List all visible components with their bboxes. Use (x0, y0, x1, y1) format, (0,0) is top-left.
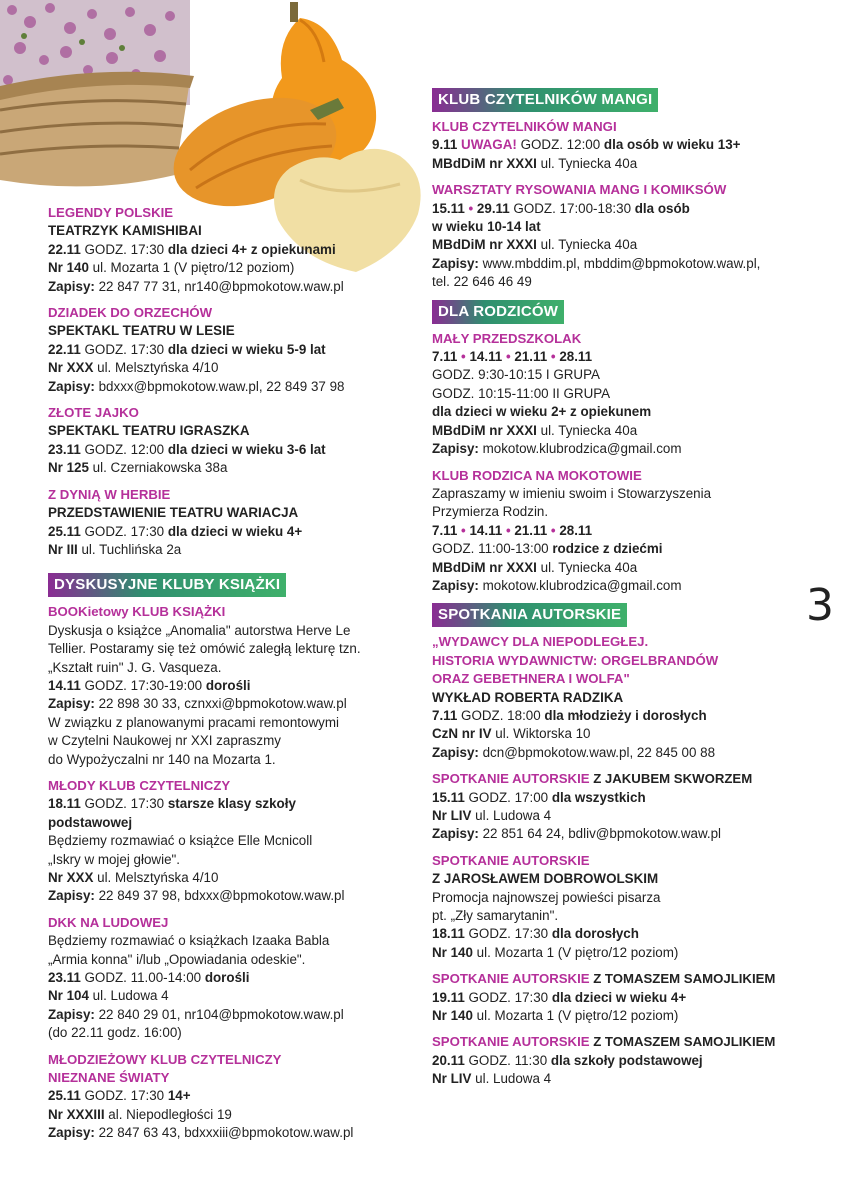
event-location: Nr 104 ul. Ludowa 4 (48, 988, 169, 1004)
event-location: Nr 140 ul. Mozarta 1 (V piętro/12 poziom) (48, 260, 295, 276)
event-signup: Zapisy: 22 851 64 24, bdliv@bpmokotow.waw.pl (432, 826, 722, 842)
event-signup: Zapisy: dcn@bpmokotow.waw.pl, 22 845 00 88 (432, 744, 716, 760)
event-dkk-na-ludowej (48, 914, 418, 1043)
event-location: Nr 140 ul. Mozarta 1 (V piętro/12 poziom) (432, 1008, 679, 1024)
event-warsztaty-mang (432, 181, 812, 291)
event-date-line: 25.11 GODZ. 17:30 dla dzieci w wieku 4+ (48, 523, 303, 539)
event-signup: Zapisy: bdxxx@bpmokotow.waw.pl, 22 849 37 98 (48, 378, 345, 394)
event-location: Nr LIV ul. Ludowa 4 (432, 808, 552, 823)
event-title: LEGENDY POLSKIE (48, 205, 174, 220)
event-signup: Zapisy: 22 847 63 43, bdxxxiii@bpmokotow.waw.pl (48, 1125, 354, 1141)
event-dobrowolski (432, 852, 812, 962)
event-date-line: 25.11 GODZ. 17:30 14+ (48, 1088, 191, 1104)
event-location: Nr 125 ul. Czerniakowska 38a (48, 460, 228, 476)
event-description: „Kształt ruin" J. G. Vasqueza. (48, 659, 222, 675)
event-title: MŁODY KLUB CZYTELNICZY (48, 777, 231, 793)
event-time: GODZ. 10:15-11:00 II GRUPA (432, 385, 611, 401)
event-description: „Armia konna" i/lub „Opowiadania odeskie". (48, 951, 306, 967)
event-date-line: 15.11 GODZ. 17:00 dla wszystkich (432, 789, 646, 805)
event-title: SPOTKANIE AUTORSKIE Z JAKUBEM SKWORZEM (432, 771, 753, 787)
page-number: 3 (806, 580, 834, 631)
event-date-line: 22.11 GODZ. 17:30 dla dzieci w wieku 5-9 lat (48, 341, 326, 357)
event-samojlik-1 (432, 970, 812, 1025)
section-header-manga: KLUB CZYTELNIKÓW MANGI (432, 88, 658, 112)
event-subtitle: SPEKTAKL TEATRU IGRASZKA (48, 423, 250, 439)
event-title: DZIADEK DO ORZECHÓW (48, 305, 213, 321)
event-title: DKK NA LUDOWEJ (48, 914, 169, 930)
event-location: Nr XXX ul. Melsztyńska 4/10 (48, 360, 219, 376)
event-location: MBdDiM nr XXXI ul. Tyniecka 40a (432, 559, 638, 575)
event-title: BOOKietowy KLUB KSIĄŻKI (48, 604, 226, 620)
event-bookietowy-klub (48, 603, 418, 769)
event-date-line: 22.11 GODZ. 17:30 dla dzieci 4+ z opiekunami (48, 241, 336, 257)
event-signup: Zapisy: www.mbddim.pl, mbddim@bpmokotow.waw.pl, (432, 255, 761, 271)
event-date-line: 7.11 GODZ. 18:00 dla młodzieży i dorosłych (432, 707, 707, 723)
event-signup: Zapisy: 22 847 77 31, nr140@bpmokotow.waw.pl (48, 278, 344, 294)
event-mlodziezowy-klub (48, 1051, 418, 1143)
event-date-line: 20.11 GODZ. 11:30 dla szkoły podstawowej (432, 1052, 703, 1068)
event-note: do Wypożyczalni nr 140 na Mozarta 1. (48, 751, 276, 767)
event-signup: Zapisy: 22 898 30 33, cznxxi@bpmokotow.waw.pl (48, 696, 347, 712)
event-note: W związku z planowanymi pracami remontowymi (48, 714, 339, 730)
event-wydawcy (432, 633, 812, 762)
event-subtitle: PRZEDSTAWIENIE TEATRU WARIACJA (48, 505, 299, 521)
event-note: (do 22.11 godz. 16:00) (48, 1025, 182, 1041)
event-title: HISTORIA WYDAWNICTW: ORGELBRANDÓW (432, 652, 719, 668)
right-column (432, 88, 812, 1097)
event-description: Tellier. Postaramy się też omówić zaległą lekturę tzn. (48, 641, 361, 657)
event-location: MBdDiM nr XXXI ul. Tyniecka 40a (432, 155, 638, 171)
event-zlote-jajko (48, 404, 418, 478)
event-z-dynia-w-herbie (48, 486, 418, 560)
event-description: Dyskusja o książce „Anomalia" autorstwa Herve Le (48, 622, 351, 638)
event-maly-przedszkolak (432, 330, 812, 459)
event-location: Nr III ul. Tuchlińska 2a (48, 541, 182, 557)
event-date-line: GODZ. 11:00-13:00 rodzice z dziećmi (432, 541, 663, 557)
event-date-line: 18.11 GODZ. 17:30 starsze klasy szkoły (48, 796, 296, 812)
event-audience: dla dzieci w wieku 2+ z opiekunem (432, 404, 652, 420)
event-date-line: 23.11 GODZ. 11.00-14:00 dorośli (48, 970, 250, 986)
event-description: Przymierza Rodzin. (432, 504, 549, 520)
event-description: pt. „Zły samarytanin". (432, 908, 559, 924)
event-date-line: 19.11 GODZ. 17:30 dla dzieci w wieku 4+ (432, 989, 687, 1005)
event-signup: Zapisy: 22 840 29 01, nr104@bpmokotow.waw.pl (48, 1006, 344, 1022)
event-title: SPOTKANIE AUTORSKIE (432, 852, 590, 868)
event-signup: Zapisy: mokotow.klubrodzica@gmail.com (432, 577, 682, 593)
event-title: NIEZNANE ŚWIATY (48, 1070, 170, 1086)
event-subtitle: SPEKTAKL TEATRU W LESIE (48, 323, 235, 339)
event-location: MBdDiM nr XXXI ul. Tyniecka 40a (432, 237, 638, 253)
event-title: KLUB CZYTELNIKÓW MANGI (432, 119, 617, 134)
event-description: Będziemy rozmawiać o książce Elle Mcnicoll (48, 833, 313, 849)
event-title: MAŁY PRZEDSZKOLAK (432, 330, 582, 346)
wicker-basket (0, 72, 194, 187)
event-mlody-klub (48, 777, 418, 906)
event-signup: Zapisy: 22 849 37 98, bdxxx@bpmokotow.waw.pl (48, 888, 345, 904)
event-location: Nr LIV ul. Ludowa 4 (432, 1071, 552, 1087)
event-title: SPOTKANIE AUTORSKIE Z TOMASZEM SAMOJLIKIEM (432, 971, 776, 987)
event-klub-mangi (432, 118, 812, 173)
event-description: Zapraszamy w imieniu swoim i Stowarzyszenia (432, 485, 712, 501)
event-description: Będziemy rozmawiać o książkach Izaaka Babla (48, 933, 330, 949)
event-note: w Czytelni Naukowej nr XXI zapraszmy (48, 733, 281, 749)
event-dziadek-do-orzechow (48, 304, 418, 396)
event-title: MŁODZIEŻOWY KLUB CZYTELNICZY (48, 1051, 282, 1067)
left-column (48, 204, 418, 1151)
event-title: KLUB RODZICA NA MOKOTOWIE (432, 467, 642, 483)
event-samojlik-2 (432, 1033, 812, 1088)
event-klub-rodzica (432, 467, 812, 596)
event-date-line: 15.11 • 29.11 GODZ. 17:00-18:30 dla osób (432, 200, 690, 216)
event-location: CzN nr IV ul. Wiktorska 10 (432, 726, 591, 742)
event-legendy-polskie (48, 204, 418, 296)
section-header-author-meetings: SPOTKANIA AUTORSKIE (432, 603, 627, 627)
event-date-line: 9.11 UWAGA! GODZ. 12:00 dla osób w wieku 13+ (432, 137, 741, 153)
section-header-parents: DLA RODZICÓW (432, 300, 564, 324)
event-dates: 7.11 • 14.11 • 21.11 • 28.11 (432, 522, 593, 538)
event-subtitle: Z JAROSŁAWEM DOBROWOLSKIM (432, 871, 659, 887)
event-title: „WYDAWCY DLA NIEPODLEGŁEJ. (432, 634, 649, 650)
event-signup-cont: tel. 22 646 46 49 (432, 274, 532, 290)
section-header-book-clubs: DYSKUSYJNE KLUBY KSIĄŻKI (48, 573, 286, 597)
event-skworz (432, 770, 812, 844)
event-dates: 7.11 • 14.11 • 21.11 • 28.11 (432, 349, 593, 365)
event-date-line: 18.11 GODZ. 17:30 dla dorosłych (432, 926, 639, 942)
event-subtitle: WYKŁAD ROBERTA RADZIKA (432, 689, 624, 705)
event-date-line: 23.11 GODZ. 12:00 dla dzieci w wieku 3-6 lat (48, 441, 326, 457)
event-date-line-cont: podstawowej (48, 814, 133, 830)
event-location: MBdDiM nr XXXI ul. Tyniecka 40a (432, 422, 638, 438)
event-title: SPOTKANIE AUTORSKIE Z TOMASZEM SAMOJLIKIEM (432, 1034, 776, 1050)
event-date-line: 14.11 GODZ. 17:30-19:00 dorośli (48, 677, 251, 693)
event-description: „Iskry w mojej głowie". (48, 851, 180, 867)
event-time: GODZ. 9:30-10:15 I GRUPA (432, 367, 600, 383)
event-location: Nr XXXIII al. Niepodległości 19 (48, 1106, 232, 1122)
event-signup: Zapisy: mokotow.klubrodzica@gmail.com (432, 441, 682, 457)
event-date-line-cont: w wieku 10-14 lat (432, 219, 541, 235)
event-title: ORAZ GEBETHNERA I WOLFA" (432, 671, 630, 687)
event-subtitle: TEATRZYK KAMISHIBAI (48, 223, 202, 239)
event-location: Nr XXX ul. Melsztyńska 4/10 (48, 870, 219, 885)
event-location: Nr 140 ul. Mozarta 1 (V piętro/12 poziom) (432, 944, 679, 960)
event-description: Promocja najnowszej powieści pisarza (432, 889, 661, 905)
event-title: ZŁOTE JAJKO (48, 405, 139, 421)
event-title: Z DYNIĄ W HERBIE (48, 486, 171, 502)
event-title: WARSZTATY RYSOWANIA MANG I KOMIKSÓW (432, 182, 727, 198)
